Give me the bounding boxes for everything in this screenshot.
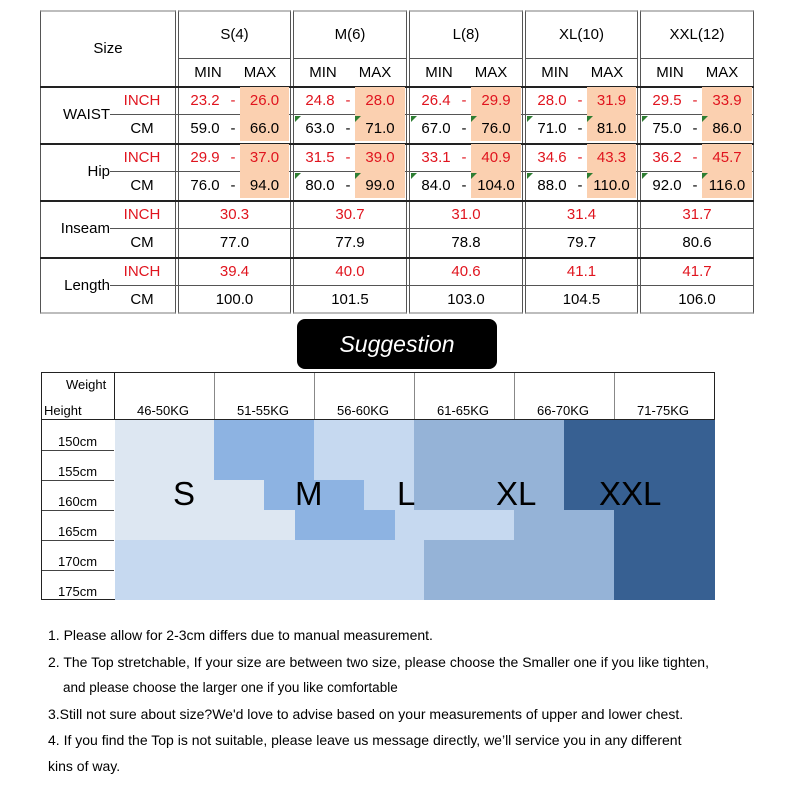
inch-value: 40.0: [335, 262, 365, 280]
inch-dash: -: [461, 91, 467, 109]
cm-max-value: 110.0: [593, 176, 630, 194]
cm-min-value: 92.0: [652, 176, 682, 194]
cm-value: 80.6: [682, 233, 712, 251]
corner-divider: [114, 373, 115, 419]
inch-dash: -: [461, 148, 467, 166]
inch-dash: -: [345, 91, 351, 109]
cm-max-value: 99.0: [365, 176, 395, 194]
size-column-header: S(4): [220, 25, 249, 43]
cm-min-value: 63.0: [305, 119, 335, 137]
cm-dash: -: [230, 119, 236, 137]
inch-value: 41.7: [682, 262, 712, 280]
size-label-s: S: [173, 475, 196, 512]
weight-61-65: 61-65KG: [437, 403, 490, 418]
inch-value: 31.7: [682, 205, 712, 223]
note-1: 1. Please allow for 2-3cm differs due to manual measurement.: [48, 627, 433, 643]
weight-66-70: 66-70KG: [537, 403, 590, 418]
weight-51-55: 51-55KG: [237, 403, 290, 418]
height-row-divider-5: [42, 570, 114, 571]
note-2-cont: and please choose the larger one if you like comfortable: [63, 680, 398, 695]
size-label-l: L: [397, 475, 416, 512]
cm-min-value: 84.0: [421, 176, 451, 194]
inch-min-value: 26.4: [421, 91, 451, 109]
cm-dash: -: [461, 119, 467, 137]
cm-max-value: 71.0: [365, 119, 395, 137]
max-header: MAX: [474, 63, 508, 81]
size-label-xl: XL: [496, 475, 537, 512]
cm-value: 77.9: [335, 233, 365, 251]
inch-dash: -: [692, 148, 698, 166]
height-165: 165cm: [58, 524, 98, 539]
inch-value: 40.6: [451, 262, 481, 280]
inch-min-value: 23.2: [190, 91, 220, 109]
min-header: MIN: [194, 63, 222, 81]
measure-name: WAIST: [63, 106, 110, 123]
inch-dash: -: [345, 148, 351, 166]
size-column-header: M(6): [334, 25, 366, 43]
min-header: MIN: [425, 63, 453, 81]
cm-min-value: 67.0: [421, 119, 451, 137]
cm-value: 77.0: [219, 233, 250, 251]
suggestion-chart: [41, 372, 715, 600]
inch-value: 31.0: [451, 205, 481, 223]
min-header: MIN: [656, 63, 684, 81]
inch-max-value: 31.9: [596, 91, 627, 109]
weight-col-divider-3: [414, 373, 415, 419]
weight-col-divider-5: [614, 373, 615, 419]
size-label-m: M: [295, 475, 323, 512]
cm-label: CM: [130, 119, 154, 137]
l-zone-top: [314, 420, 414, 480]
inch-min-value: 31.5: [305, 148, 335, 166]
note-3: 3.Still not sure about size?We'd love to advise based on your measurements of upper and lower chest.: [48, 706, 684, 722]
cm-dash: -: [230, 176, 236, 194]
cm-value: 100.0: [215, 290, 254, 308]
l-zone-bottom: [115, 540, 424, 600]
inch-max-value: 39.0: [365, 148, 395, 166]
cm-value: 101.5: [331, 290, 369, 308]
height-155: 155cm: [58, 464, 98, 479]
height-175: 175cm: [58, 584, 98, 599]
cm-value: 79.7: [566, 233, 597, 251]
max-header: MAX: [590, 63, 624, 81]
inch-max-value: 26.0: [249, 91, 280, 109]
weight-axis-label: Weight: [66, 377, 107, 392]
xxl-zone-low: [614, 510, 715, 600]
weight-col-divider-4: [514, 373, 515, 419]
inch-dash: -: [577, 148, 583, 166]
cm-dash: -: [692, 119, 698, 137]
inch-max-value: 40.9: [481, 148, 511, 166]
suggestion-badge: Suggestion: [297, 319, 497, 369]
height-row-divider-2: [42, 480, 114, 481]
cm-value: 103.0: [447, 290, 485, 308]
inch-min-value: 36.2: [652, 148, 682, 166]
inch-dash: -: [230, 148, 236, 166]
cm-max-value: 81.0: [596, 119, 627, 137]
size-table: [40, 10, 754, 314]
cm-value: 106.0: [678, 290, 716, 308]
cm-max-value: 104.0: [477, 176, 515, 194]
cm-dash: -: [577, 176, 583, 194]
size-column-header: XL(10): [558, 25, 605, 43]
note-4-cont: kins of way.: [48, 758, 121, 774]
measure-name: Inseam: [60, 220, 110, 237]
cm-max-value: 76.0: [481, 119, 511, 137]
cm-dash: -: [577, 119, 583, 137]
height-axis-label: Height: [44, 403, 82, 418]
header-divider: [42, 419, 715, 420]
max-header: MAX: [243, 63, 277, 81]
cm-max-value: 94.0: [249, 176, 280, 194]
inch-min-value: 24.8: [305, 91, 335, 109]
max-header: MAX: [358, 63, 392, 81]
height-150: 150cm: [58, 434, 98, 449]
inch-min-value: 29.5: [652, 91, 682, 109]
cm-dash: -: [461, 176, 467, 194]
height-row-divider-3: [42, 510, 114, 511]
weight-46-50: 46-50KG: [137, 403, 190, 418]
inch-value: 41.1: [566, 262, 597, 280]
measure-name: Length: [64, 277, 110, 294]
inch-label: INCH: [123, 205, 161, 223]
cm-label: CM: [130, 176, 154, 194]
size-label-xxl: XXL: [599, 475, 662, 512]
s-zone-top: [115, 420, 214, 480]
cm-label: CM: [130, 290, 154, 308]
xl-zone-bottom: [424, 540, 614, 600]
weight-col-divider-1: [214, 373, 215, 419]
inch-min-value: 29.9: [190, 148, 220, 166]
cm-min-value: 59.0: [190, 119, 220, 137]
cm-dash: -: [345, 119, 351, 137]
height-row-divider-1: [42, 450, 114, 451]
inch-label: INCH: [123, 262, 161, 280]
size-header-label: Size: [93, 39, 123, 57]
max-header: MAX: [705, 63, 739, 81]
inch-max-value: 29.9: [481, 91, 511, 109]
inch-max-value: 43.3: [596, 148, 627, 166]
inch-value: 30.3: [219, 205, 250, 223]
inch-min-value: 28.0: [537, 91, 567, 109]
size-column-header: L(8): [452, 25, 480, 43]
weight-56-60: 56-60KG: [337, 403, 390, 418]
height-170: 170cm: [58, 554, 98, 569]
inch-label: INCH: [123, 148, 161, 166]
inch-dash: -: [692, 91, 698, 109]
cm-dash: -: [692, 176, 698, 194]
note-4: 4. If you find the Top is not suitable, please leave us message directly, we’ll service you in any different: [48, 732, 682, 748]
inch-max-value: 37.0: [249, 148, 280, 166]
inch-min-value: 33.1: [421, 148, 451, 166]
inch-max-value: 28.0: [365, 91, 395, 109]
inch-value: 30.7: [335, 205, 365, 223]
weight-71-75: 71-75KG: [637, 403, 690, 418]
cm-max-value: 86.0: [712, 119, 742, 137]
measure-name: Hip: [87, 163, 110, 180]
cm-label: CM: [130, 233, 154, 251]
inch-dash: -: [230, 91, 236, 109]
min-header: MIN: [541, 63, 569, 81]
m-zone-low: [295, 510, 395, 540]
cm-min-value: 71.0: [537, 119, 567, 137]
cm-min-value: 80.0: [305, 176, 335, 194]
cm-value: 104.5: [562, 290, 601, 308]
cm-min-value: 88.0: [537, 176, 567, 194]
cm-dash: -: [345, 176, 351, 194]
inch-value: 31.4: [566, 205, 597, 223]
inch-max-value: 33.9: [712, 91, 742, 109]
l-zone-low: [395, 510, 514, 540]
inch-label: INCH: [123, 91, 161, 109]
weight-col-divider-2: [314, 373, 315, 419]
cm-value: 78.8: [451, 233, 481, 251]
cm-min-value: 76.0: [190, 176, 220, 194]
inch-max-value: 45.7: [712, 148, 742, 166]
cm-max-value: 66.0: [249, 119, 280, 137]
inch-min-value: 34.6: [537, 148, 567, 166]
xl-zone: [414, 420, 564, 510]
height-row-divider-4: [42, 540, 114, 541]
cm-max-value: 116.0: [708, 176, 746, 194]
cm-min-value: 75.0: [652, 119, 682, 137]
inch-value: 39.4: [219, 262, 250, 280]
note-2: 2. The Top stretchable, If your size are between two size, please choose the Smaller one if you like tighten,: [48, 654, 709, 670]
size-column-header: XXL(12): [669, 25, 725, 43]
height-160: 160cm: [58, 494, 98, 509]
inch-dash: -: [577, 91, 583, 109]
m-zone-top: [214, 420, 314, 480]
min-header: MIN: [309, 63, 337, 81]
